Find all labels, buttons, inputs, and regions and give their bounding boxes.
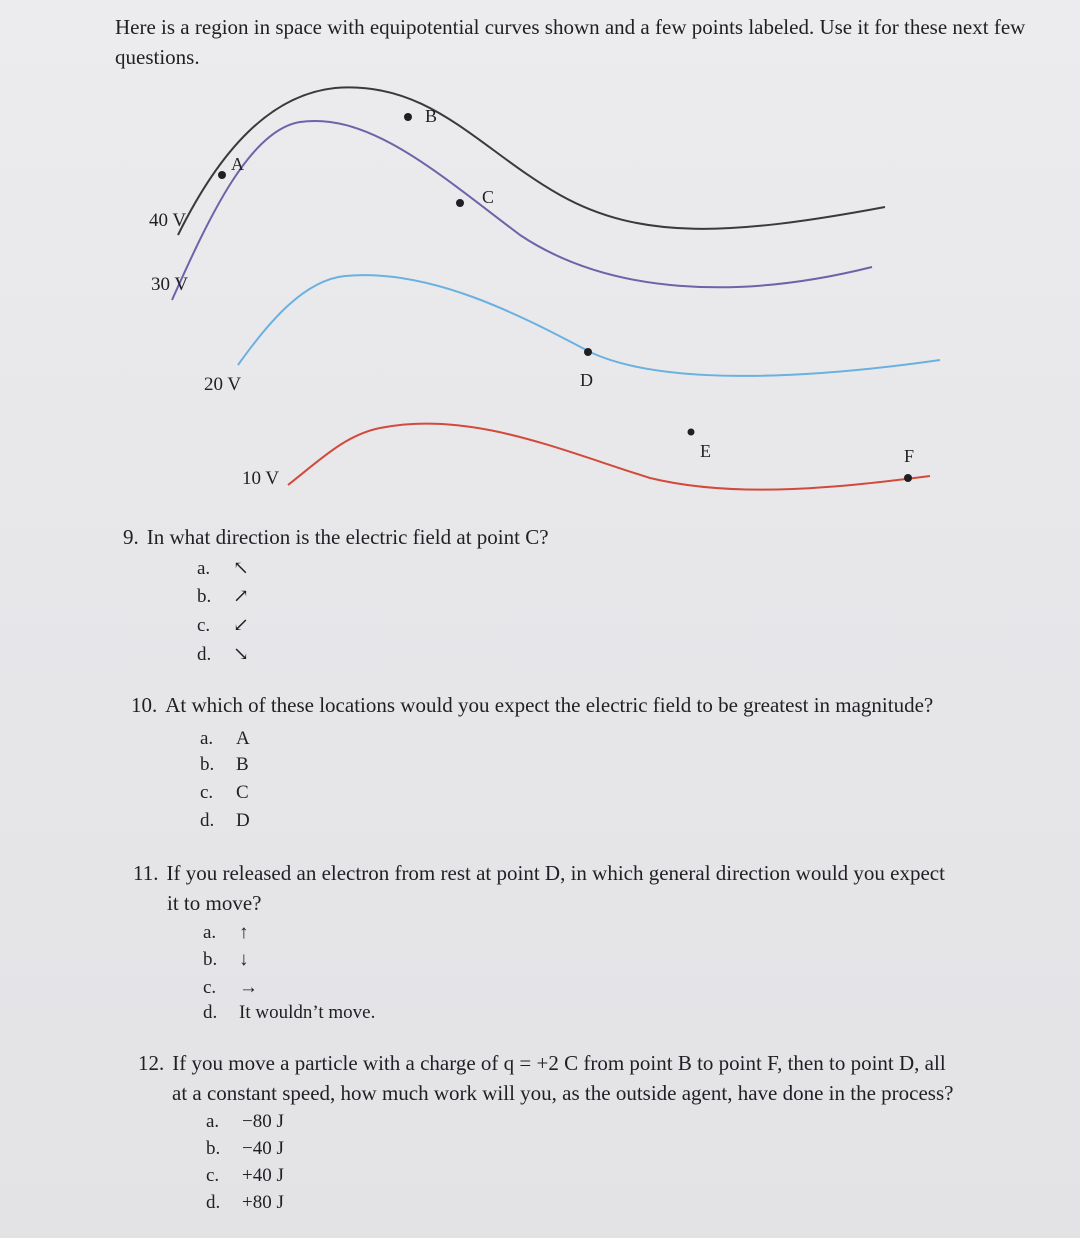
label-20v: 20 V (204, 374, 242, 395)
question-11-stem (133, 858, 1063, 918)
question-10-number: 10. (131, 693, 158, 717)
question-12-option-a[interactable] (206, 1110, 284, 1134)
question-10-stem (131, 690, 1061, 720)
option-text: ↖ (233, 558, 249, 579)
option-letter: d. (206, 1192, 221, 1213)
label-40v: 40 V (149, 210, 187, 231)
question-9-stem (123, 522, 1023, 552)
option-letter: b. (203, 949, 218, 970)
question-11-option-a[interactable] (203, 921, 249, 945)
question-9-option-b[interactable] (197, 585, 249, 609)
option-text: C (236, 782, 249, 803)
point-d-dot (584, 348, 592, 356)
option-letter: c. (203, 977, 217, 998)
label-30v: 30 V (151, 274, 189, 295)
intro-text: Here is a region in space with equipotential curves shown and a few points labeled. Use it for these next few questions. (115, 15, 1026, 69)
point-f-dot (904, 474, 912, 482)
option-text: −40 J (242, 1138, 284, 1159)
question-10-text: At which of these locations would you expect the electric field to be greatest in magnitude? (165, 693, 934, 717)
option-letter: a. (197, 558, 211, 579)
option-letter: b. (200, 754, 215, 775)
option-letter: c. (200, 782, 214, 803)
question-10-option-a[interactable] (200, 727, 250, 751)
option-text: ↓ (239, 949, 249, 970)
equipotential-figure (0, 0, 1080, 540)
point-b-dot (404, 113, 412, 121)
point-a-dot (218, 171, 226, 179)
label-10v: 10 V (242, 468, 280, 489)
option-letter: a. (206, 1111, 220, 1132)
curve-30v (172, 121, 872, 300)
question-11-option-b[interactable] (203, 948, 249, 972)
question-12-stem (138, 1048, 1068, 1108)
question-9-option-d[interactable] (197, 643, 249, 667)
question-12-option-c[interactable] (206, 1164, 284, 1188)
point-f-label: F (904, 446, 915, 466)
question-11-text-line1: If you released an electron from rest at point D, in which general direction would you expect (166, 861, 945, 885)
curve-10v (288, 424, 930, 490)
point-e-label: E (700, 441, 711, 461)
question-10-option-c[interactable] (200, 781, 249, 805)
option-letter: b. (206, 1138, 221, 1159)
question-11-option-d[interactable] (203, 1001, 375, 1025)
option-letter: a. (203, 922, 217, 943)
option-text: ↗ (233, 586, 249, 607)
option-letter: d. (203, 1002, 218, 1023)
option-text: B (236, 754, 249, 775)
point-d-label: D (580, 370, 593, 390)
point-c-label: C (482, 187, 495, 207)
point-e-dot (688, 429, 695, 436)
option-text: A (236, 728, 250, 749)
question-12-number: 12. (138, 1051, 165, 1075)
question-9-text: In what direction is the electric field at point C? (146, 525, 549, 549)
point-a-label: A (231, 154, 244, 174)
curve-40v (178, 87, 885, 235)
option-text: +40 J (242, 1165, 284, 1186)
question-9-option-a[interactable] (197, 557, 249, 581)
question-12-option-b[interactable] (206, 1137, 284, 1161)
question-12-option-d[interactable] (206, 1191, 284, 1215)
option-text: ↑ (239, 922, 249, 943)
option-text: ↙ (233, 615, 249, 636)
question-12-text-line2: at a constant speed, how much work will you, as the outside agent, have done in the process? (172, 1081, 954, 1105)
option-text: It wouldn’t move. (239, 1002, 376, 1023)
point-b-label: B (425, 106, 438, 126)
option-letter: c. (197, 615, 211, 636)
option-text: ↘ (233, 644, 249, 665)
question-9-option-c[interactable] (197, 614, 249, 638)
question-9-number: 9. (123, 525, 139, 549)
option-text: −80 J (242, 1111, 284, 1132)
option-text: +80 J (242, 1192, 284, 1213)
curve-20v (238, 275, 940, 376)
option-letter: b. (197, 586, 212, 607)
question-11-text-line2: it to move? (167, 891, 262, 915)
question-11-number: 11. (133, 861, 159, 885)
option-letter: a. (200, 728, 214, 749)
option-letter: d. (197, 644, 212, 665)
point-c-dot (456, 199, 464, 207)
option-letter: c. (206, 1165, 220, 1186)
question-10-option-b[interactable] (200, 753, 249, 777)
question-11-option-c[interactable] (203, 976, 258, 1000)
option-text: D (236, 810, 250, 831)
option-text: → (239, 977, 258, 998)
question-12-text-line1: If you move a particle with a charge of q = +2 C from point B to point F, then to point D, all (172, 1051, 946, 1075)
question-10-option-d[interactable] (200, 809, 250, 833)
option-letter: d. (200, 810, 215, 831)
